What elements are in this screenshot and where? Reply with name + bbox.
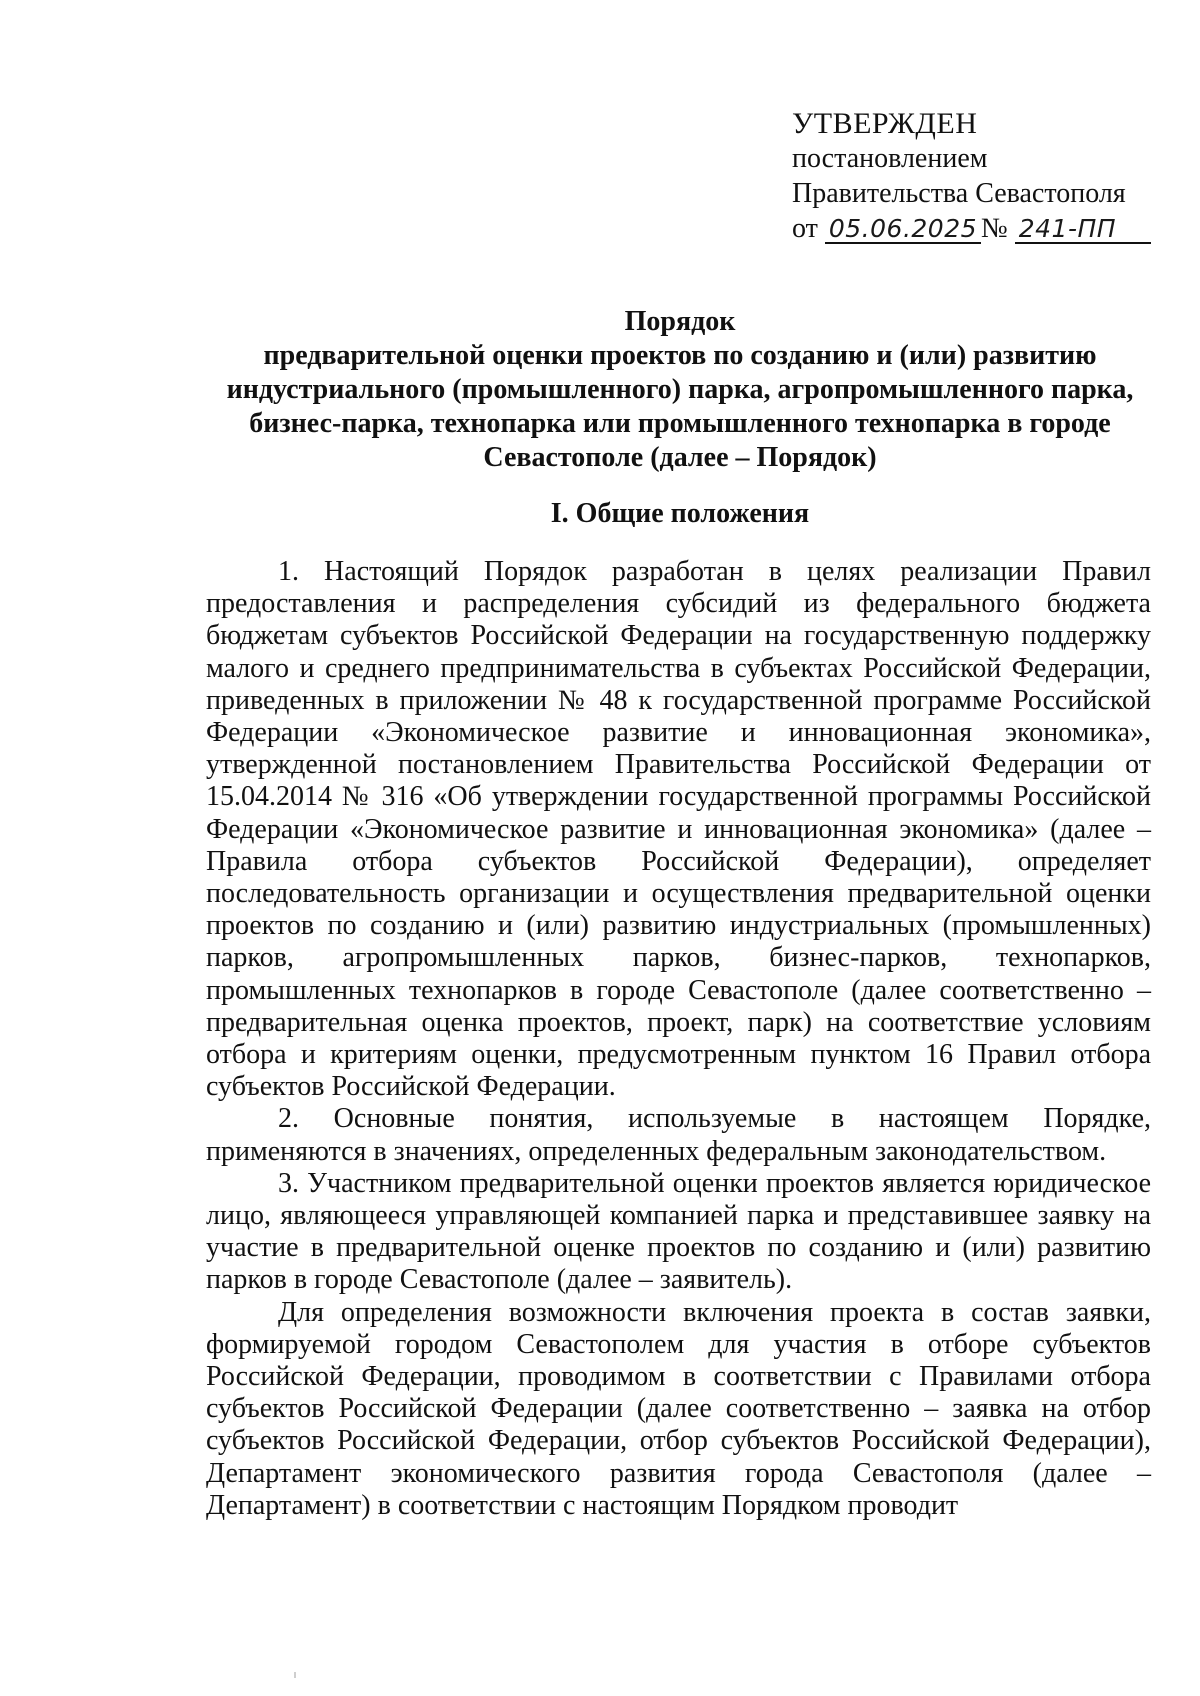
date-prefix: от xyxy=(792,213,818,244)
document-title xyxy=(205,305,1155,475)
handwritten-number: 241-ПП xyxy=(1015,216,1151,244)
approval-line-1: постановлением xyxy=(792,143,988,174)
approval-date-line xyxy=(792,211,1172,246)
scan-artifact xyxy=(294,1672,296,1678)
paragraph-1: 1. Настоящий Порядок разработан в целях реализации Правил предоставления и распределения субсидий из федерального бюджета бюджетам субъектов Российской Федерации на государственную поддержку малого и среднего предпринимательства в субъектах Российской Федерации, приведенных в приложении № 48 к государственной программе Российской Федерации «Экономическое развитие и инновационная экономика», утвержденной постановлением Правительства Российской Федерации от 15.04.2014 № 316 «Об утверждении государственной программы Российской Федерации «Экономическое развитие и инновационная экономика» (далее – Правила отбора субъектов Российской Федерации), определяет последовательность организации и осуществления предварительной оценки проектов по созданию и (или) развитию индустриальных (промышленных) парков, агропромышленных парков, бизнес-парков, технопарков, промышленных технопарков в городе Севастополе (далее соответственно – предварительная оценка проектов, проект, парк) на соответствие условиям отбора и критериям оценки, предусмотренным пунктом 16 Правил отбора субъектов Российской Федерации. xyxy=(206,556,1151,1103)
title-line-1: Порядок xyxy=(624,306,736,337)
section-heading: I. Общие положения xyxy=(550,498,810,529)
title-line-2: предварительной оценки проектов по созданию и (или) развитию xyxy=(263,340,1097,371)
title-line-5: Севастополе (далее – Порядок) xyxy=(483,442,877,473)
approval-block xyxy=(792,106,1172,246)
document-body xyxy=(206,556,1151,1522)
title-line-4: бизнес-парка, технопарка или промышленного технопарка в городе xyxy=(249,408,1111,439)
number-prefix: № xyxy=(981,213,1008,244)
paragraph-2: 2. Основные понятия, используемые в настоящем Порядке, применяются в значениях, определенных федеральным законодательством. xyxy=(206,1103,1151,1167)
approval-line-2: Правительства Севастополя xyxy=(792,178,1126,209)
paragraph-4: Для определения возможности включения проекта в состав заявки, формируемой городом Севастополем для участия в отборе субъектов Российской Федерации, проводимом в соответствии с Правилами отбора субъектов Российской Федерации (далее соответственно – заявка на отбор субъектов Российской Федерации, отбор субъектов Российской Федерации), Департамент экономического развития города Севастополя (далее – Департамент) в соответствии с настоящим Порядком проводит xyxy=(206,1296,1151,1521)
paragraph-3: 3. Участником предварительной оценки проектов является юридическое лицо, являющееся управляющей компанией парка и представившее заявку на участие в предварительной оценке проектов по созданию и (или) развитию парков в городе Севастополе (далее – заявитель). xyxy=(206,1167,1151,1296)
title-line-3: индустриального (промышленного) парка, агропромышленного парка, xyxy=(226,374,1134,405)
handwritten-date: 05.06.2025 xyxy=(825,216,981,244)
approval-heading: УТВЕРЖДЕН xyxy=(792,107,978,140)
